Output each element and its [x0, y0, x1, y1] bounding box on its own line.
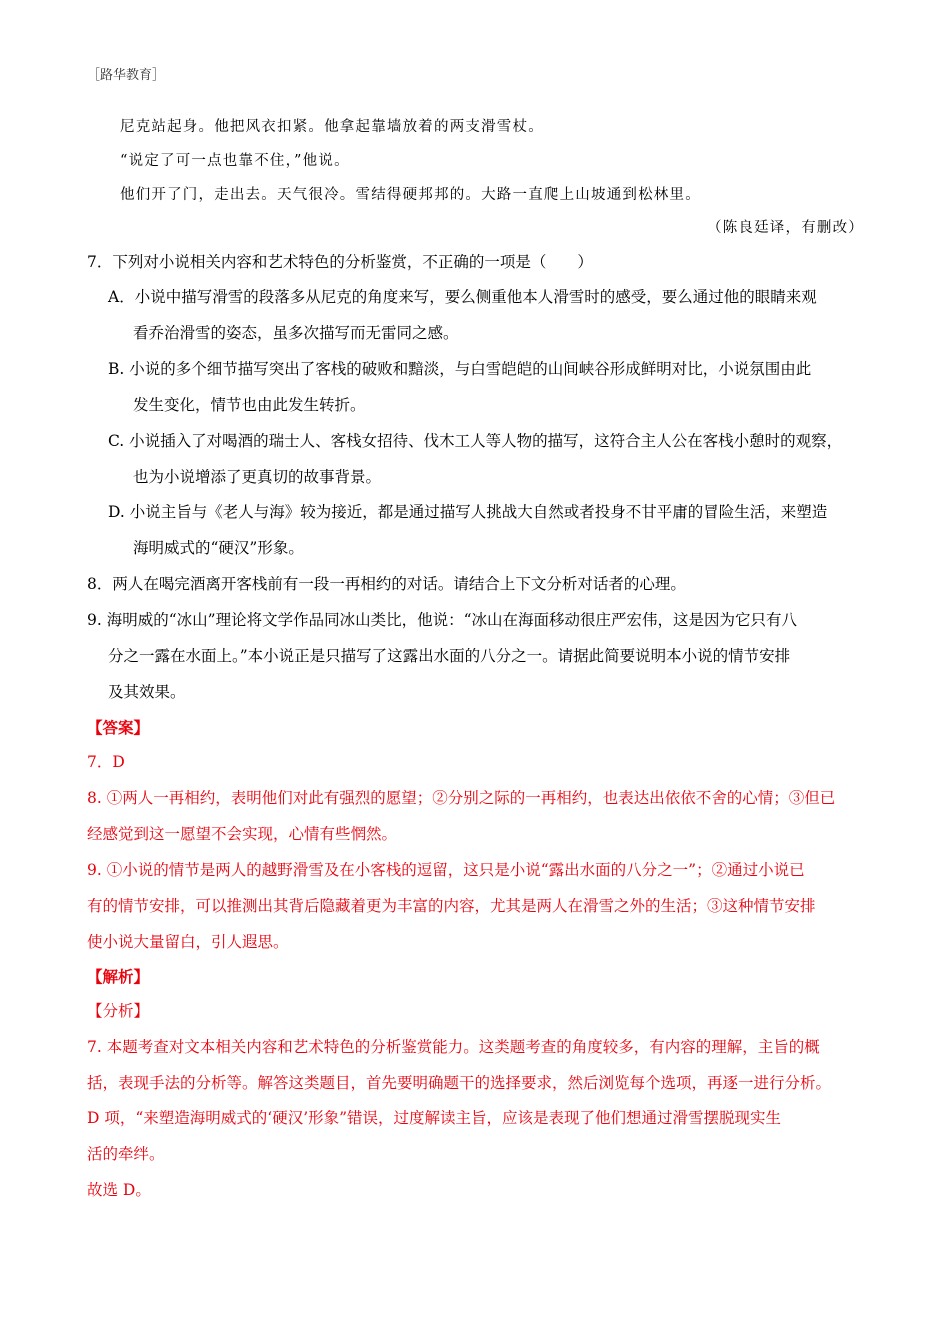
story-line-2: “说定了可一点也靠不住，”他说。	[120, 153, 350, 169]
analysis-conclusion: 故选 D。	[87, 1181, 151, 1199]
answer-9-line-2: 有的情节安排，可以推测出其背后隐藏着更为丰富的内容，尤其是两人在滑雪之外的生活；③这种情节安排	[87, 897, 816, 915]
question-7-option-c-line-2: 也为小说增添了更真切的故事背景。	[133, 468, 382, 486]
answer-7: 7．D	[87, 753, 125, 771]
analysis-line-3: D 项，“来塑造海明威式的‘硬汉’形象”错误，过度解读主旨，应该是表现了他们想通过滑雪摆脱现实生	[87, 1109, 782, 1127]
question-7-option-a-line-2: 看乔治滑雪的姿态，虽多次描写而无雷同之感。	[133, 324, 459, 342]
analysis-line-4: 活的牵绊。	[87, 1145, 165, 1163]
question-7-option-c-line-1: C. 小说插入了对喝酒的瑞士人、客栈女招待、伐木工人等人物的描写，这符合主人公在客栈小憩时的观察，	[108, 432, 843, 450]
page-header-label: ［路华教育］	[87, 68, 166, 83]
analysis-heading: 【解析】	[87, 967, 150, 986]
question-9-line-3: 及其效果。	[108, 683, 186, 701]
question-7-option-b-line-1: B. 小说的多个细节描写突出了客栈的破败和黯淡，与白雪皑皑的山间峡谷形成鲜明对比，小说氛围由此	[108, 360, 812, 378]
question-8-stem: 8．两人在喝完酒离开客栈前有一段一再相约的对话。请结合上下文分析对话者的心理。	[87, 575, 686, 593]
story-credit: （陈良廷译，有删改）	[707, 220, 864, 236]
question-9-line-1: 9. 海明威的“冰山”理论将文学作品同冰山类比，他说：“冰山在海面移动很庄严宏伟，这是因为它只有八	[87, 611, 797, 629]
question-7-stem: 7．下列对小说相关内容和艺术特色的分析鉴赏，不正确的一项是（ ）	[87, 253, 593, 271]
answer-8-line-2: 经感觉到这一愿望不会实现，心情有些惘然。	[87, 825, 398, 843]
question-9-line-2: 分之一露在水面上。”本小说正是只描写了这露出水面的八分之一。请据此简要说明本小说的情节安排	[108, 647, 791, 665]
answer-heading: 【答案】	[87, 718, 150, 737]
analysis-subheading: 【分析】	[87, 1002, 150, 1020]
analysis-line-1: 7. 本题考查对文本相关内容和艺术特色的分析鉴赏能力。这类题考查的角度较多，有内容的理解，主旨的概	[87, 1038, 820, 1056]
story-line-1: 尼克站起身。他把风衣扣紧。他拿起靠墙放着的两支滑雪杖。	[120, 119, 544, 135]
answer-8-line-1: 8. ①两人一再相约，表明他们对此有强烈的愿望；②分别之际的一再相约，也表达出依依不舍的心情；③但已	[87, 789, 836, 807]
analysis-line-2: 括，表现手法的分析等。解答这类题目，首先要明确题干的选择要求，然后浏览每个选项，再逐一进行分析。	[87, 1074, 832, 1092]
answer-9-line-3: 使小说大量留白，引人遐思。	[87, 933, 289, 951]
question-7-option-d-line-1: D. 小说主旨与《老人与海》较为接近，都是通过描写人挑战大自然或者投身不甘平庸的冒险生活，来塑造	[108, 503, 828, 521]
question-7-option-b-line-2: 发生变化，情节也由此发生转折。	[133, 396, 366, 414]
story-line-3: 他们开了门，走出去。天气很冷。雪结得硬邦邦的。大路一直爬上山坡通到松林里。	[120, 187, 701, 203]
question-7-option-a-line-1: A．小说中描写滑雪的段落多从尼克的角度来写，要么侧重他本人滑雪时的感受，要么通过他的眼睛来观	[108, 288, 817, 306]
question-7-option-d-line-2: 海明威式的“硬汉”形象。	[133, 539, 304, 557]
answer-9-line-1: 9. ①小说的情节是两人的越野滑雪及在小客栈的逗留，这只是小说“露出水面的八分之一”；②通过小说已	[87, 861, 805, 879]
